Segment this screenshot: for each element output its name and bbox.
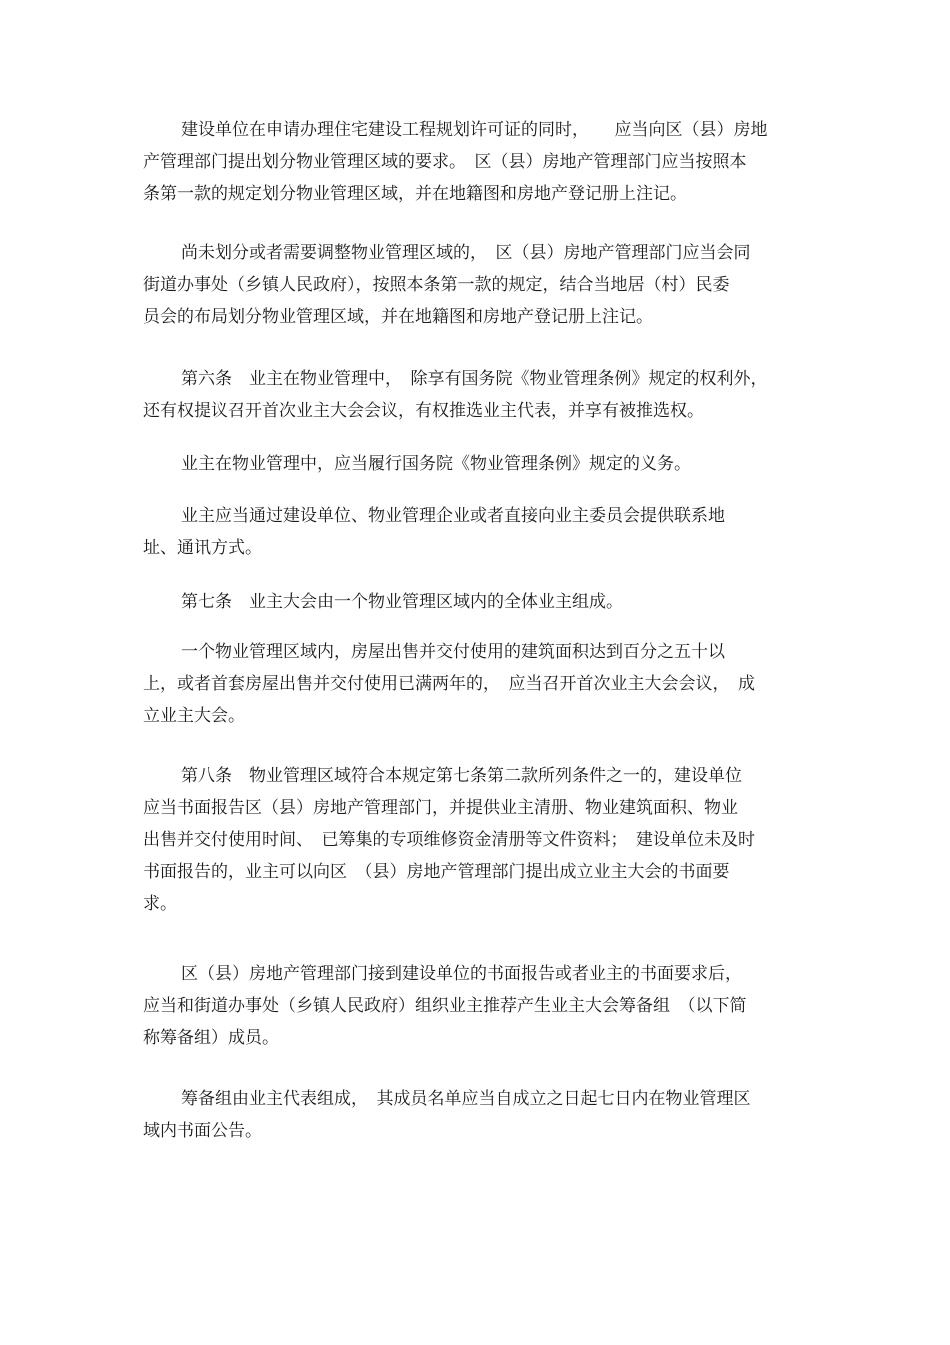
text-line: 区（县）房地产管理部门接到建设单位的书面报告或者业主的书面要求后， [181, 964, 742, 984]
text-line: 书面报告的，业主可以向区 （县）房地产管理部门提出成立业主大会的书面要 [143, 862, 730, 882]
text-line: 址、通讯方式。 [143, 538, 262, 558]
text-line: 应当书面报告区（县）房地产管理部门，并提供业主清册、物业建筑面积、物业 [143, 798, 738, 818]
text-line: 上，或者首套房屋出售并交付使用已满两年的， 应当召开首次业主大会会议， 成 [143, 674, 755, 694]
text-line: 建设单位在申请办理住宅建设工程规划许可证的同时， 应当向区（县）房地 [181, 120, 768, 140]
text-line: 尚未划分或者需要调整物业管理区域的， 区（县）房地产管理部门应当会同 [181, 243, 751, 263]
text-line: 业主应当通过建设单位、物业管理企业或者直接向业主委员会提供联系地 [181, 506, 725, 526]
text-line: 应当和街道办事处（乡镇人民政府）组织业主推荐产生业主大会筹备组 （以下简 [143, 996, 747, 1016]
text-line: 立业主大会。 [143, 706, 245, 726]
text-line: 还有权提议召开首次业主大会会议，有权推选业主代表，并享有被推选权。 [143, 401, 704, 421]
paragraph-first-meeting-conditions [143, 636, 813, 732]
text-line: 员会的布局划分物业管理区域，并在地籍图和房地产登记册上注记。 [143, 307, 653, 327]
paragraph-article-8 [143, 760, 813, 920]
paragraph-group-announcement [143, 1083, 813, 1147]
text-line: 第六条 业主在物业管理中， 除享有国务院《物业管理条例》规定的权利外， [181, 369, 768, 389]
text-line: 产管理部门提出划分物业管理区域的要求。 区（县）房地产管理部门应当按照本 [143, 152, 747, 172]
text-line: 称筹备组）成员。 [143, 1028, 279, 1048]
text-line: 一个物业管理区域内，房屋出售并交付使用的建筑面积达到百分之五十以 [181, 642, 725, 662]
paragraph-article-7 [143, 586, 813, 618]
text-line: 街道办事处（乡镇人民政府），按照本条第一款的规定，结合当地居（村）民委 [143, 275, 730, 295]
text-line: 条第一款的规定划分物业管理区域，并在地籍图和房地产登记册上注记。 [143, 184, 687, 204]
paragraph-owner-obligations [143, 448, 813, 480]
text-line: 筹备组由业主代表组成， 其成员名单应当自成立之日起七日内在物业管理区 [181, 1089, 751, 1109]
paragraph-planning-permit [143, 114, 813, 210]
paragraph-owner-contact [143, 500, 813, 564]
text-line: 第七条 业主大会由一个物业管理区域内的全体业主组成。 [181, 592, 623, 612]
text-line: 域内书面公告。 [143, 1121, 262, 1141]
paragraph-area-adjustment [143, 237, 813, 333]
text-line: 求。 [143, 894, 177, 914]
paragraph-article-6 [143, 363, 813, 427]
paragraph-preparatory-group [143, 958, 813, 1054]
text-line: 第八条 物业管理区域符合本规定第七条第二款所列条件之一的，建设单位 [181, 766, 742, 786]
text-line: 业主在物业管理中，应当履行国务院《物业管理条例》规定的义务。 [181, 454, 691, 474]
text-line: 出售并交付使用时间、 已筹集的专项维修资金清册等文件资料； 建设单位未及时 [143, 830, 755, 850]
